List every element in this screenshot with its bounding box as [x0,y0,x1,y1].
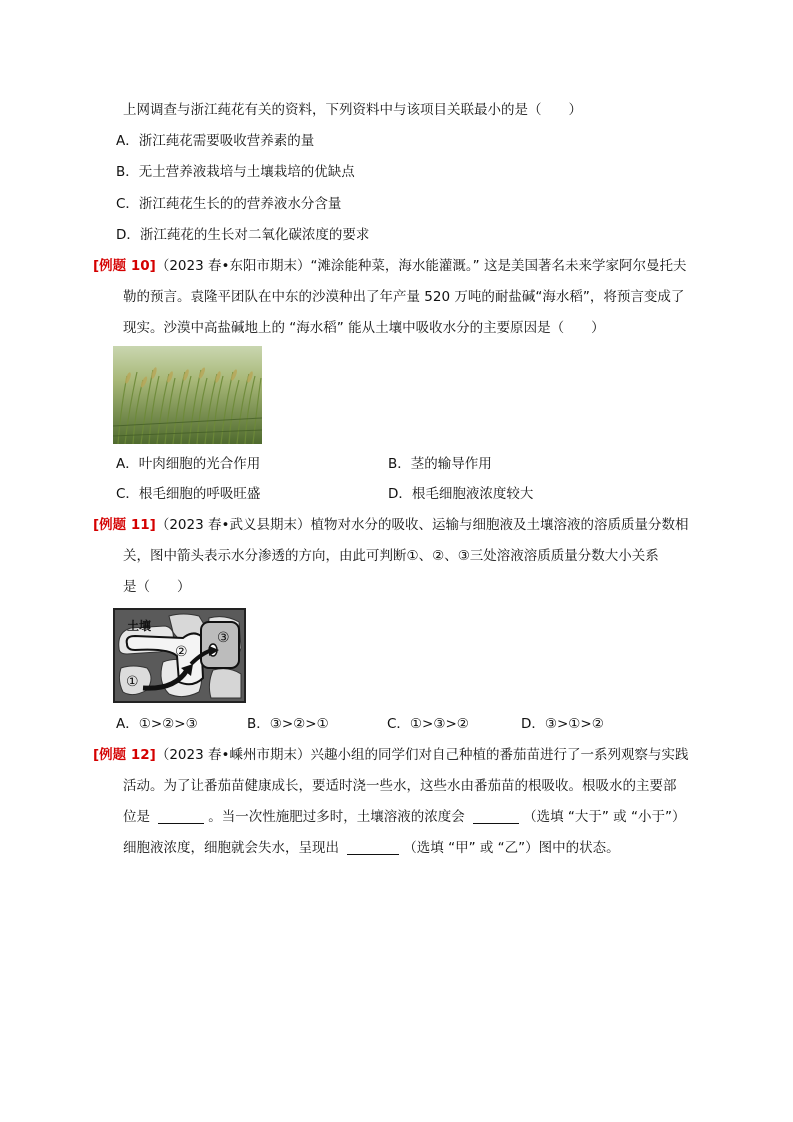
q12-line4-part2: （选填 “甲” 或 “乙”）图中的状态。 [403,840,620,856]
q10-option-c: C．根毛细胞的呼吸旺盛 [116,486,261,502]
q11-stem-1: （2023 春•武义县期末）植物对水分的吸收、运输与细胞液及土壤溶液的溶质质量分数相 [155,517,689,533]
q10-line3: 现实。沙漠中高盐碱地上的 “海水稻” 能从土壤中吸收水分的主要原因是（ ） [123,320,605,336]
q11-option-b: B．③>②>① [247,716,329,732]
marker-1: ① [126,674,139,690]
q10-option-d: D．根毛细胞液浓度较大 [388,486,534,502]
q10-line2: 勒的预言。袁隆平团队在中东的沙漠种出了年产量 520 万吨的耐盐碱“海水稻”，将预言变成了 [123,289,685,305]
q12-line3-part3: （选填 “大于” 或 “小于”） [523,809,686,825]
answer-blank-3[interactable] [347,840,399,855]
q10-tag: [例题 10] [93,258,156,274]
q10-option-b: B．茎的输导作用 [388,456,492,472]
q9-option-c: C．浙江莼花生长的的营养液水分含量 [116,196,342,212]
q9-stem: 上网调查与浙江莼花有关的资料，下列资料中与该项目关联最小的是（ ） [123,102,582,118]
q12-line3 [123,807,685,827]
q11-line2: 关，图中箭头表示水分渗透的方向，由此可判断①、②、③三处溶液溶质质量分数大小关系 [123,548,659,564]
soil-label: 土壤 [127,619,152,633]
q11-line1 [93,515,688,535]
q10-option-a: A．叶肉细胞的光合作用 [116,456,261,472]
q12-stem-1: （2023 春•嵊州市期末）兴趣小组的同学们对自己种植的番茄苗进行了一系列观察与实践 [155,747,689,763]
q12-line4-part1: 细胞液浓度，细胞就会失水，呈现出 [123,840,339,856]
q12-line2: 活动。为了让番茄苗健康成长，要适时浇一些水，这些水由番茄苗的根吸收。根吸水的主要部 [123,778,677,794]
q12-tag: [例题 12] [93,747,156,763]
q12-line4 [123,838,620,858]
q9-option-a: A．浙江莼花需要吸收营养素的量 [116,133,315,149]
answer-blank-2[interactable] [473,809,519,824]
answer-blank-1[interactable] [158,809,204,824]
marker-2: ② [175,644,188,660]
q11-option-d: D．③>①>② [521,716,604,732]
q11-tag: [例题 11] [93,517,156,533]
q9-option-b: B．无土营养液栽培与土壤栽培的优缺点 [116,164,355,180]
q11-option-c: C．①>③>② [387,716,469,732]
rice-field-photo [113,346,262,444]
root-osmosis-figure [113,608,246,703]
q11-option-a: A．①>②>③ [116,716,198,732]
marker-3: ③ [217,630,230,646]
q12-line3-part1: 位是 [123,809,150,825]
q9-option-d: D．浙江莼花的生长对二氧化碳浓度的要求 [116,227,370,243]
q10-line1 [93,256,686,276]
q11-line3: 是（ ） [123,579,191,595]
q12-line3-part2: 。当一次性施肥过多时，土壤溶液的浓度会 [208,809,465,825]
q10-stem-1: （2023 春•东阳市期末）“滩涂能种菜，海水能灌溉。” 这是美国著名未来学家阿尔曼托夫 [155,258,687,274]
q12-line1 [93,745,688,765]
